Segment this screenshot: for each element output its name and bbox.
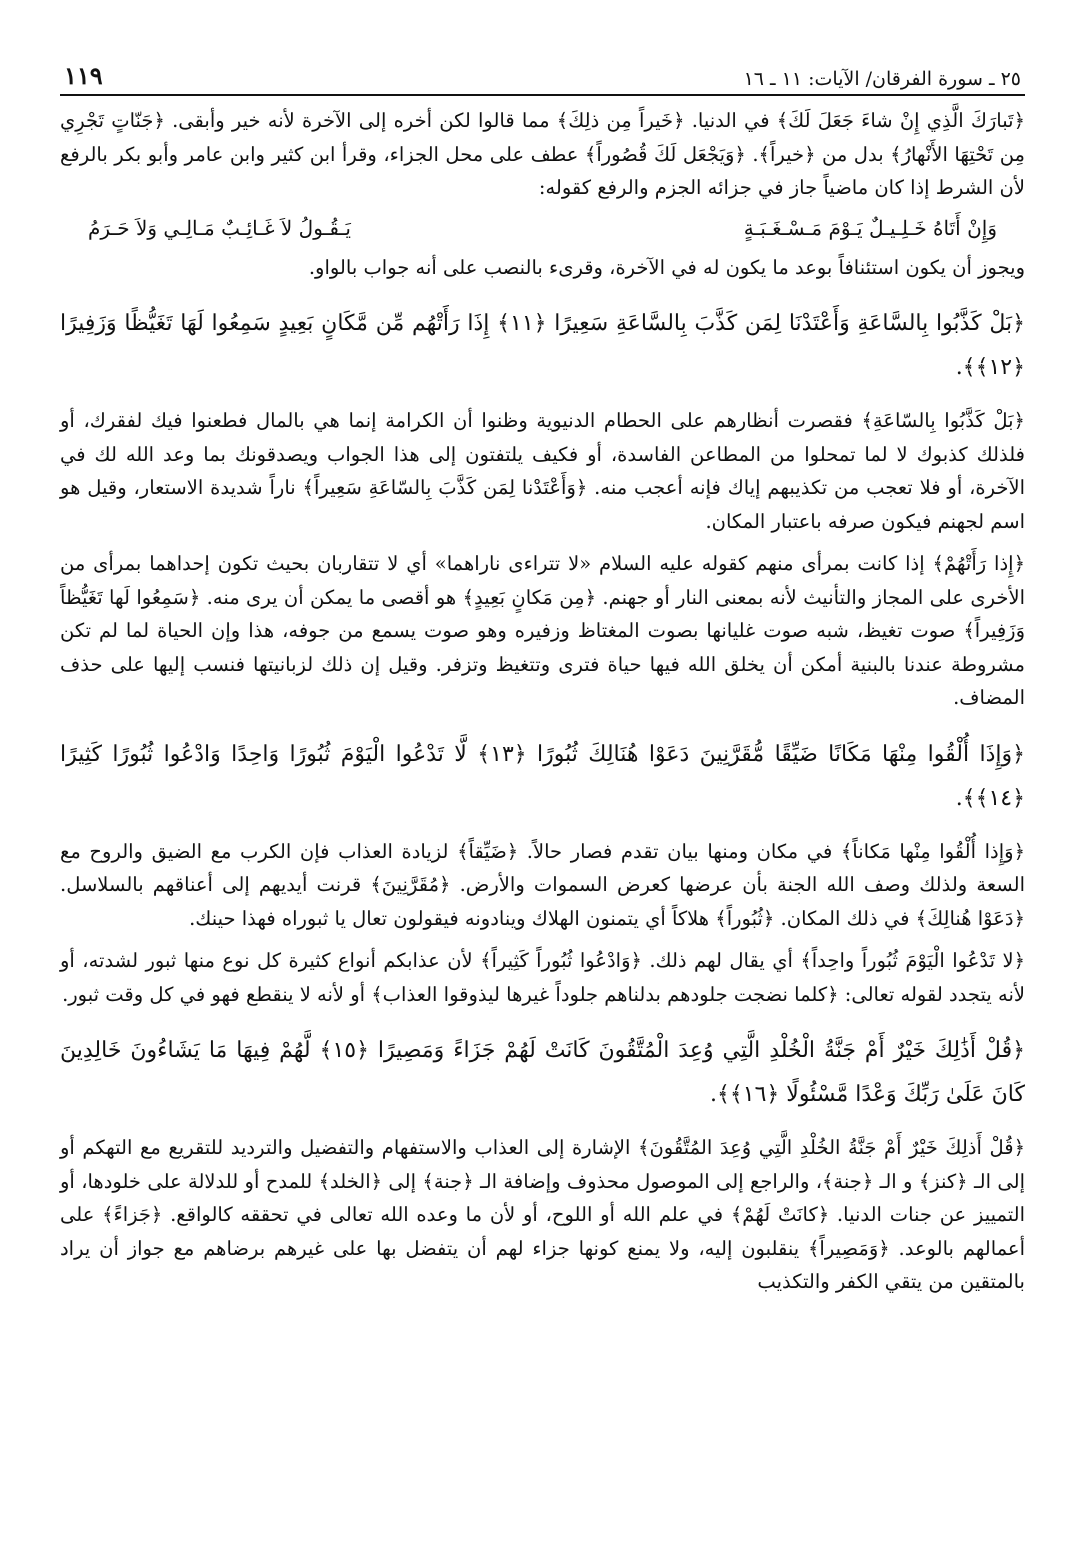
quran-verses-13-14: ﴿وَإِذَا أُلْقُوا مِنْهَا مَكَانًا ضَيِّقًا مُّقَرَّنِينَ دَعَوْا هُنَالِكَ ثُبُورًا ﴿١٣﴾ لَّا تَدْعُوا الْيَوْمَ ثُبُورًا وَاحِدًا وَادْعُوا ثُبُورًا كَثِيرًا ﴿١٤﴾﴾. (60, 741, 1025, 811)
poem-verse (60, 207, 1025, 249)
quran-verses-11-12: ﴿بَلْ كَذَّبُوا بِالسَّاعَةِ وَأَعْتَدْنَا لِمَن كَذَّبَ بِالسَّاعَةِ سَعِيرًا ﴿١١﴾ إِذَا رَأَتْهُم مِّن مَّكَانٍ بَعِيدٍ سَمِعُوا لَهَا تَغَيُّظًا وَزَفِيرًا ﴿١٢﴾﴾. (60, 311, 1025, 380)
poem-hemistich-second: يَـقُـولُ لاَ غَـائِـبٌ مَـالِـي وَلاَ حَـرَمُ (88, 215, 351, 240)
paragraph: ﴿قُلْ أَذلِكَ خَيْرٌ أَمْ جَنَّةُ الخُلْدِ الَّتِي وُعِدَ المُتَّقُونَ﴾ الإشارة إلى العذاب والاستفهام والتفضيل والترديد للتقريع مع التهكم أو إلى الـ ﴿كنز﴾ و الـ ﴿جنة﴾، والراجع إلى الموصول محذوف وإضافة الـ ﴿جنة﴾ إلى ﴿الخلد﴾ للمدح أو للدلالة على خلودها، أو التمييز عن جنات الدنيا. ﴿كانَتْ لَهُمْ﴾ في علم الله أو اللوح، أو لأن ما وعده الله تعالى في تحققه كالواقع. ﴿جَزاءً﴾ على أعمالهم بالوعد. ﴿وَمَصِيراً﴾ ينقلبون إليه، ولا يمنع كونها جزاء لهم أن يتفضل بها على غيرهم برضاهم مع جواز أن يراد بالمتقين من يتقي الكفر والتكذيب (60, 1136, 1025, 1293)
paragraph: ﴿لا تَدْعُوا الْيَوْمَ ثُبُوراً واحِداً﴾ أي يقال لهم ذلك. ﴿وَادْعُوا ثُبُوراً كَثِيراً﴾ لأن عذابكم أنواع كثيرة كل نوع منها ثبور لشدته، أو لأنه يتجدد لقوله تعالى: ﴿كلما نضجت جلودهم بدلناهم جلوداً غيرها ليذوقوا العذاب﴾ أو لأنه لا ينقطع فهو في كل وقت ثبور. (60, 949, 1025, 1006)
paragraph: ﴿بَلْ كَذَّبُوا بِالسّاعَةِ﴾ فقصرت أنظارهم على الحطام الدنيوية وظنوا أن الكرامة إنما هي بالمال فطعنوا فيك لفقرك، أو فلذلك كذبوك لا لما تمحلوا من المطاعن الفاسدة، أو فكيف يلتفتون إلى هذا الجواب ويصدقونك بما وعد الله لك في الآخرة، أو فلا تعجب من تكذيبهم إياك فإنه أعجب منه. ﴿وَأَعْتَدْنا لِمَن كَذَّبَ بِالسّاعَةِ سَعِيراً﴾ ناراً شديدة الاستعار، وقيل هو اسم لجهنم فيكون صرفه باعتبار المكان. (60, 409, 1025, 533)
paragraph: ويجوز أن يكون استئنافاً بوعد ما يكون له في الآخرة، وقرىء بالنصب على أنه جواب بالواو. (308, 255, 1025, 279)
page-number: ١١٩ (64, 61, 103, 90)
poem-hemistich-first: وَإِنْ أَتَاهُ خَـلِـيـلٌ يَـوْمَ مَـسْـغَـبَـةٍ (743, 215, 997, 240)
paragraph: ﴿وَإِذا أُلْقُوا مِنْها مَكاناً﴾ في مكان ومنها بيان تقدم فصار حالاً. ﴿ضَيِّقاً﴾ لزيادة العذاب فإن الكرب مع الضيق والروح مع السعة ولذلك وصف الله الجنة بأن عرضها كعرض السموات والأرض. ﴿مُقَرَّنِينَ﴾ قرنت أيديهم إلى أعناقهم بالسلاسل. ﴿دَعَوْا هُنالِكَ﴾ في ذلك المكان. ﴿ثُبُوراً﴾ هلاكاً أي يتمنون الهلاك وينادونه فيقولون تعال يا ثبوراه فهذا حينك. (60, 839, 1025, 930)
page-header (60, 52, 1025, 96)
running-title: ٢٥ ـ سورة الفرقان/ الآيات: ١١ ـ ١٦ (743, 68, 1021, 90)
paragraph: ﴿إِذا رَأَتْهُمْ﴾ إذا كانت بمرأى منهم كقوله عليه السلام «لا تتراءى ناراهما» أي لا تتقاربان بحيث تكون إحداهما بمرأى من الأخرى على المجاز والتأنيث لأنه بمعنى النار أو جهنم. ﴿مِن مَكانٍ بَعِيدٍ﴾ هو أقصى ما يمكن أن يرى منه. ﴿سَمِعُوا لَها تَغَيُّظاً وَزَفِيراً﴾ صوت تغيظ، شبه صوت غليانها بصوت المغتاظ وزفيره وهو صوت يسمع من جوفه، هذا وإن الحياة لما لم تكن مشروطة عندنا بالبنية أمكن أن يخلق الله فيها حياة فترى وتتغيظ وتزفر. وقيل إن ذلك لزبانيتها فنسب إليها على حذف المضاف. (60, 552, 1025, 709)
paragraph: ﴿تَبارَكَ الَّذِي إِنْ شاءَ جَعَلَ لَكَ﴾ في الدنيا. ﴿خَيراً مِن ذلِكَ﴾ مما قالوا لكن أخره إلى الآخرة لأنه خير وأبقى. ﴿جَنّاتٍ تَجْرِي مِن تَحْتِهَا الأَنْهارُ﴾ بدل من ﴿خيراً﴾. ﴿وَيَجْعَل لَكَ قُصُوراً﴾ عطف على محل الجزاء، وقرأ ابن كثير وابن عامر وأبو بكر بالرفع لأن الشرط إذا كان ماضياً جاز في جزائه الجزم والرفع كقوله: (60, 109, 1025, 199)
quran-verses-15-16: ﴿قُلْ أَذَٰلِكَ خَيْرٌ أَمْ جَنَّةُ الْخُلْدِ الَّتِي وُعِدَ الْمُتَّقُونَ كَانَتْ لَهُمْ جَزَاءً وَمَصِيرًا ﴿١٥﴾ لَّهُمْ فِيهَا مَا يَشَاءُونَ خَالِدِينَ كَانَ عَلَىٰ رَبِّكَ وَعْدًا مَّسْئُولًا ﴿١٦﴾﴾. (60, 1038, 1025, 1107)
page (60, 52, 1025, 1542)
